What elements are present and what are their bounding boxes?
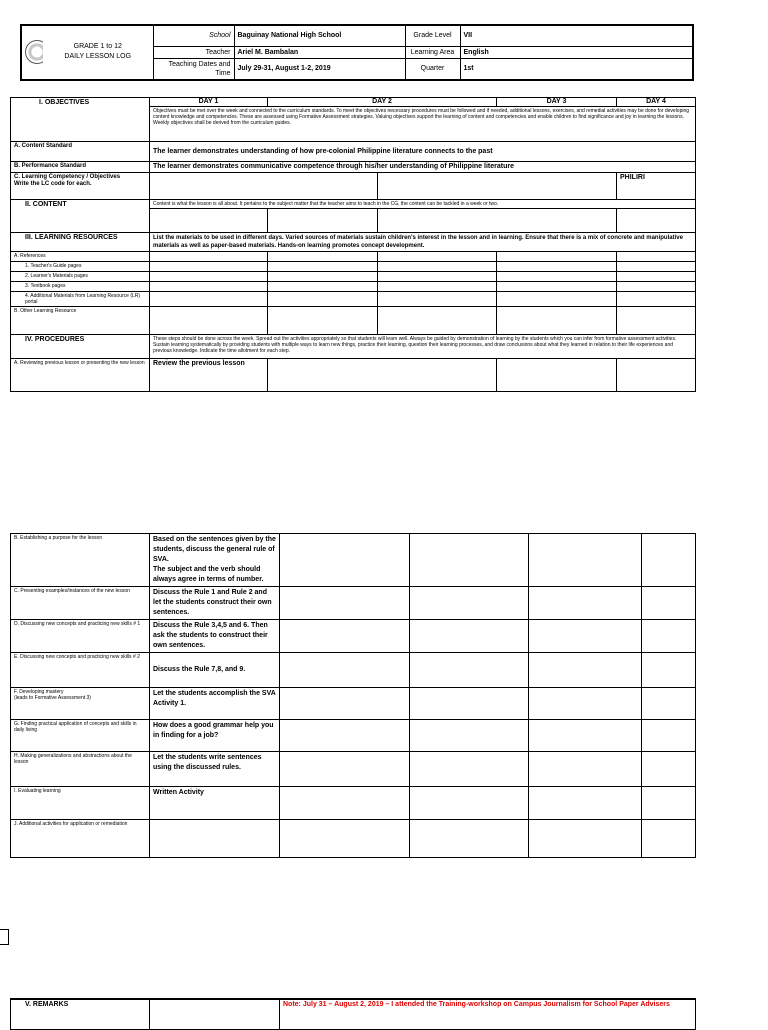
- content-day1: [150, 209, 268, 233]
- grade-level-value: VII: [460, 25, 693, 46]
- day-1-header: DAY 1: [150, 98, 268, 107]
- content-note: Content is what the lesson is all about. It pertains to the subject matter that the teacher aims to teach in the CG, the content can be tackled in a week or two.: [150, 200, 696, 209]
- step-d-day1: Discuss the Rule 3,4,5 and 6. Then ask the students to construct their own sentences.: [150, 620, 280, 653]
- teacher-value: Ariel M. Bambalan: [234, 46, 405, 58]
- day-3-header: DAY 3: [497, 98, 617, 107]
- dates-label: Teaching Dates and Time: [153, 58, 234, 80]
- competency-day1: [150, 173, 378, 200]
- learning-area-value: English: [460, 46, 693, 58]
- performance-standard-value: The learner demonstrates communicative competence through his/her understanding of Philippine literature: [150, 162, 696, 173]
- step-h-label: H. Making generalizations and abstractions about the lesson: [11, 752, 150, 787]
- header-table: [20, 24, 694, 81]
- step-b-day1: Based on the sentences given by the students, discuss the general rule of SVA. The subject and the verb should always agree in terms of number.: [150, 534, 280, 587]
- grade-range: GRADE 1 to 12: [73, 43, 122, 51]
- resources-note: List the materials to be used in different days. Varied sources of materials sustain children's interest in the lesson and in learning. Ensure that there is a mix of concrete and manipulative materials as well as paper-based materials. Hands-on learning promotes concept development.: [150, 233, 696, 252]
- content-standard-label: A. Content Standard: [11, 142, 150, 162]
- quarter-value: 1st: [460, 58, 693, 80]
- remarks-table: [10, 998, 696, 1030]
- step-e-day1: Discuss the Rule 7,8, and 9.: [150, 653, 280, 688]
- log-title: DAILY LESSON LOG: [64, 53, 132, 61]
- content-standard-value: The learner demonstrates understanding of how pre-colonial Philippine literature connects to the past: [150, 142, 696, 162]
- step-a-day1: Review the previous lesson: [150, 359, 268, 392]
- competency-value: PHILIRI: [617, 173, 696, 200]
- step-j-label: J. Additional activities for application or remediation: [11, 820, 150, 858]
- step-i-day1: Written Activity: [150, 787, 280, 820]
- step-c-day1: Discuss the Rule 1 and Rule 2 and let the students construct their own sentences.: [150, 587, 280, 620]
- procedures-note: These steps should be done across the week. Spread out the activities appropriately so that students will learn well. Always be guided by demonstration of learning by the students which you can infer from formative assessment activities. Sustain learning systematically by providing students with multiple ways to learn new things, practice their learning, question their learning processes, and draw conclusions about what they learned in relation to their life experiences and previous knowledge. Indicate the time allotment for each step.: [150, 335, 696, 359]
- performance-standard-label: B. Performance Standard: [11, 162, 150, 173]
- step-h-day1: Let the students write sentences using the discussed rules.: [150, 752, 280, 787]
- grade-level-label: Grade Level: [405, 25, 460, 46]
- dates-value: July 29-31, August 1-2, 2019: [234, 58, 405, 80]
- remarks-label: V. REMARKS: [11, 999, 150, 1029]
- learning-area-label: Learning Area: [405, 46, 460, 58]
- step-j-day1: [150, 820, 280, 858]
- step-g-label: G. Finding practical application of concepts and skills in daily living: [11, 720, 150, 752]
- step-f-day1: Let the students accomplish the SVA Activity 1.: [150, 688, 280, 720]
- step-g-day1: How does a good grammar help you in finding for a job?: [150, 720, 280, 752]
- references-label: A. References: [11, 252, 150, 262]
- remarks-note: Note: July 31 – August 2, 2019 – I attended the Training-workshop on Campus Journalism for School Paper Advisers: [280, 999, 696, 1029]
- competency-day2: [378, 173, 617, 200]
- procedures-label: IV. PROCEDURES: [11, 335, 150, 359]
- step-d-label: D. Discussing new concepts and practicing new skills # 1: [11, 620, 150, 653]
- day-4-header: DAY 4: [617, 98, 696, 107]
- reference-item-3: 3. Textbook pages: [11, 282, 150, 292]
- reference-item-4: 4. Additional Materials from Learning Resource (LR) portal: [11, 292, 150, 307]
- title-cell: [43, 25, 153, 80]
- deped-seal-icon: [25, 40, 43, 64]
- page-edge-box: [0, 929, 9, 945]
- step-f-label: F. Developing mastery (leads to Formative Assessment 3): [11, 688, 150, 720]
- reference-item-2: 2. Learner's Materials pages: [11, 272, 150, 282]
- quarter-label: Quarter: [405, 58, 460, 80]
- step-b-label: B. Establishing a purpose for the lesson: [11, 534, 150, 587]
- other-resource-label: B. Other Learning Resource: [11, 307, 150, 335]
- content-day3: [378, 209, 617, 233]
- competency-label: C. Learning Competency / Objectives Write the LC code for each.: [11, 173, 150, 200]
- content-day4: [617, 209, 696, 233]
- logo-cell: [21, 25, 43, 80]
- resources-label: III. LEARNING RESOURCES: [11, 233, 150, 252]
- school-value: Baguinay National High School: [234, 25, 405, 46]
- step-e-label: E. Discussing new concepts and practicing new skills # 2: [11, 653, 150, 688]
- content-label: II. CONTENT: [11, 200, 150, 233]
- school-label: School: [153, 25, 234, 46]
- step-c-label: C. Presenting examples/instances of the new lesson: [11, 587, 150, 620]
- objectives-label: I. OBJECTIVES: [11, 98, 150, 142]
- content-day2: [268, 209, 378, 233]
- procedures-table: [10, 533, 696, 858]
- step-i-label: I. Evaluating learning: [11, 787, 150, 820]
- day-2-header: DAY 2: [268, 98, 497, 107]
- teacher-label: Teacher: [153, 46, 234, 58]
- step-a-label: A. Reviewing previous lesson or presenting the new lesson: [11, 359, 150, 392]
- lesson-log-table: [10, 97, 696, 392]
- reference-item-1: 1. Teacher's Guide pages: [11, 262, 150, 272]
- objectives-note: Objectives must be met over the week and connected to the curriculum standards. To meet the objectives necessary procedures must be followed and if needed, additional lessons, exercises, and remedial activities may be done for developing content knowledge and competencies. These are assessed using Formative Assessment strategies. Valuing objectives support the learning of content and competencies and enable children to find significance and joy in learning the lessons. Weekly objectives shall be derived from the curriculum guides.: [150, 107, 696, 142]
